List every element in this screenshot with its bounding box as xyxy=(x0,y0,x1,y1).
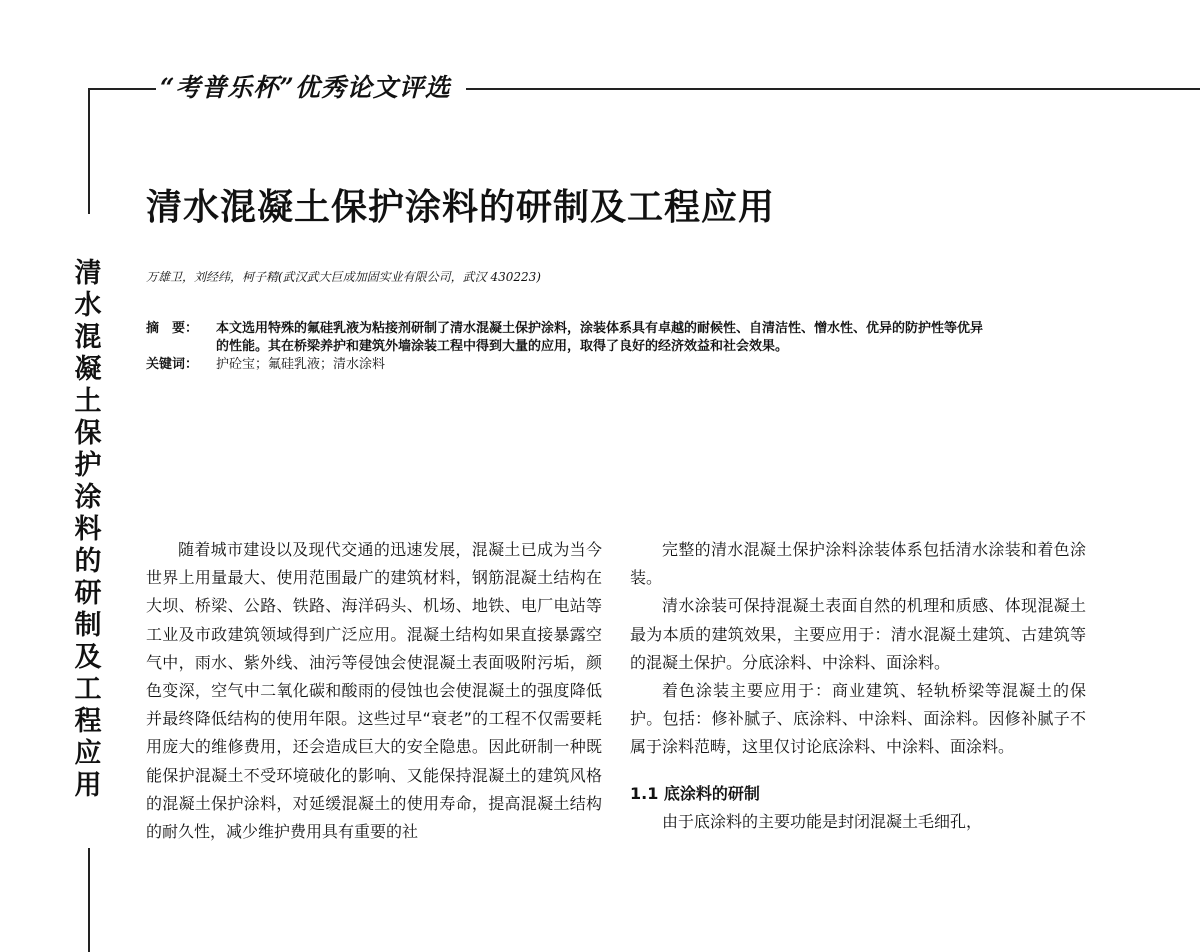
abstract-text: 本文选用特殊的氟硅乳液为粘接剂研制了清水混凝土保护涂料，涂装体系具有卓越的耐候性、自清洁性、憎水性、优异的防护性等优异的性能。其在桥梁养护和建筑外墙涂装工程中得到大量的应用，取得了良好的经济效益和社会效果。 xyxy=(216,321,984,354)
side-rule-top xyxy=(88,88,90,214)
side-rule-bottom xyxy=(88,848,90,952)
abstract-row xyxy=(146,320,986,356)
header-rule-right xyxy=(466,88,1200,90)
body-paragraph: 着色涂装主要应用于：商业建筑、轻轨桥梁等混凝土的保护。包括：修补腻子、底涂料、中涂料、面涂料。因修补腻子不属于涂料范畴，这里仅讨论底涂料、中涂料、面涂料。 xyxy=(630,681,1086,757)
keywords-text: 护砼宝；氟硅乳液；清水涂料 xyxy=(216,357,386,372)
body-paragraph: 完整的清水混凝土保护涂料涂装体系包括清水涂装和着色涂装。 xyxy=(630,540,1086,588)
body-paragraph: 清水涂装可保持混凝土表面自然的机理和质感、体现混凝土最为本质的建筑效果，主要应用于：清水混凝土建筑、古建筑等的混凝土保护。分底涂料、中涂料、面涂料。 xyxy=(630,596,1086,672)
header-rule-left xyxy=(88,88,156,90)
abstract-label: 摘 要： xyxy=(146,321,199,336)
keywords-label: 关键词： xyxy=(146,357,199,372)
abstract-block xyxy=(146,320,986,374)
keywords-row xyxy=(146,356,986,374)
series-header: “考普乐杯”优秀论文评选 xyxy=(160,73,451,102)
side-vertical-title: 清水混凝土保护涂料的研制及工程应用 xyxy=(74,258,102,801)
body-paragraph: 随着城市建设以及现代交通的迅速发展，混凝土已成为当今世界上用量最大、使用范围最广的建筑材料，钢筋混凝土结构在大坝、桥梁、公路、铁路、海洋码头、机场、地铁、电厂电站等工业及市政建筑领域得到广泛应用。混凝土结构如果直接暴露空气中，雨水、紫外线、油污等侵蚀会使混凝土表面吸附污垢，颜色变深，空气中二氧化碳和酸雨的侵蚀也会使混凝土的强度降低并最终降低结构的使用年限。这些过早“衰老”的工程不仅需要耗用庞大的维修费用，还会造成巨大的安全隐患。因此研制一种既能保护混凝土不受环境破化的影响、又能保持混凝土的建筑风格的混凝土保护涂料，对延缓混凝土的使用寿命，提高混凝土结构的耐久性，减少维护费用具有重要的社 xyxy=(146,540,602,842)
body-paragraph: 由于底涂料的主要功能是封闭混凝土毛细孔， xyxy=(662,811,983,831)
section-heading: 1.1 底涂料的研制 xyxy=(630,783,760,803)
body-column-left xyxy=(146,536,602,846)
article-title: 清水混凝土保护涂料的研制及工程应用 xyxy=(146,187,776,228)
authors-line: 万雄卫，刘经纬，柯子精(武汉武大巨成加固实业有限公司，武汉 430223) xyxy=(146,270,541,284)
body-column-right xyxy=(630,536,1086,836)
